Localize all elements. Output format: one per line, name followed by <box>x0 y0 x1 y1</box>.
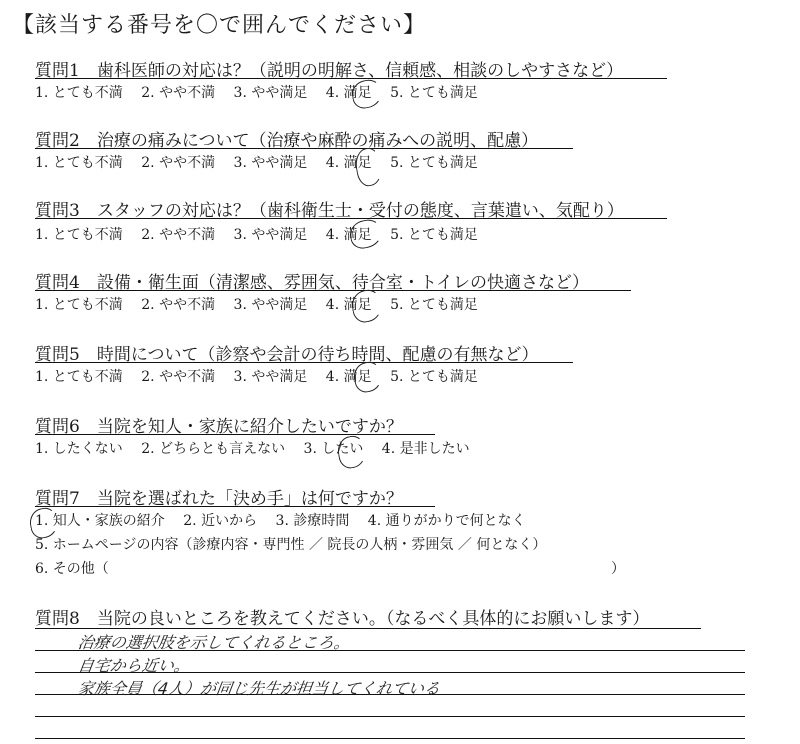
question-7-options-row-1 <box>35 510 540 530</box>
question-1-options <box>35 82 492 102</box>
q6-option-1[interactable]: 1. したくない <box>35 441 123 457</box>
q6-option-2[interactable]: 2. どちらとも言えない <box>141 441 286 457</box>
question-4-title: 質問4 設備・衛生面（清潔感、雰囲気、待合室・トイレの快適さなど） <box>35 273 589 293</box>
question-4-rule <box>35 290 631 291</box>
q3-option-5[interactable]: 5. とても満足 <box>390 227 478 243</box>
question-7-rule <box>35 506 435 507</box>
q5-option-5[interactable]: 5. とても満足 <box>390 369 478 385</box>
question-2-title: 質問2 治療の痛みについて（治療や麻酔の痛みへの説明、配慮） <box>35 131 539 151</box>
q7-option-4[interactable]: 4. 通りがかりで何となく <box>367 513 526 529</box>
question-4-options <box>35 294 492 314</box>
q5-option-4[interactable]: 4. 満足 <box>325 369 372 385</box>
question-5-title: 質問5 時間について（診察や会計の待ち時間、配慮の有無など） <box>35 345 539 365</box>
q7-option-2[interactable]: 2. 近いから <box>183 513 258 529</box>
q7-option-3[interactable]: 3. 診療時間 <box>275 513 350 529</box>
q7-option-5[interactable]: 5. ホームページの内容（診療内容・専門性 ／ 院長の人柄・雰囲気 ／ 何となく） <box>35 537 547 553</box>
question-5-options <box>35 366 492 386</box>
q3-option-3[interactable]: 3. やや満足 <box>233 227 308 243</box>
form-heading: 【該当する番号を〇で囲んでください】 <box>12 13 427 38</box>
q2-option-4[interactable]: 4. 満足 <box>325 155 372 171</box>
question-5-rule <box>35 362 573 363</box>
q5-option-1[interactable]: 1. とても不満 <box>35 369 123 385</box>
q4-option-1[interactable]: 1. とても不満 <box>35 297 123 313</box>
q5-option-3[interactable]: 3. やや満足 <box>233 369 308 385</box>
answer-line <box>35 738 745 739</box>
q7-other-label: 6. その他（ <box>35 561 109 577</box>
q2-option-1[interactable]: 1. とても不満 <box>35 155 123 171</box>
question-2-rule <box>35 148 573 149</box>
q3-circle-mark <box>348 217 384 250</box>
q1-option-4[interactable]: 4. 満足 <box>325 85 372 101</box>
question-2-options <box>35 152 492 172</box>
answer-line <box>35 628 701 629</box>
q8-handwritten-line-3: 家族全員（4人）が同じ先生が担当してくれている <box>76 679 442 698</box>
q2-option-3[interactable]: 3. やや満足 <box>233 155 308 171</box>
q3-option-2[interactable]: 2. やや不満 <box>141 227 216 243</box>
q8-handwritten-line-1: 治療の選択肢を示してくれるところ。 <box>76 633 352 652</box>
q6-option-3[interactable]: 3. したい <box>303 441 364 457</box>
q1-option-5[interactable]: 5. とても満足 <box>390 85 478 101</box>
question-7-title: 質問7 当院を選ばれた「決め手」は何ですか？ <box>35 489 403 509</box>
q6-option-4[interactable]: 4. 是非したい <box>381 441 470 457</box>
q4-option-5[interactable]: 5. とても満足 <box>390 297 478 313</box>
question-1-title: 質問1 歯科医師の対応は？（説明の明解さ、信頼感、相談のしやすさなど） <box>35 61 624 81</box>
question-6-title: 質問6 当院を知人・家族に紹介したいですか？ <box>35 417 403 437</box>
q3-option-4[interactable]: 4. 満足 <box>325 227 372 243</box>
q3-option-1[interactable]: 1. とても不満 <box>35 227 123 243</box>
q2-option-2[interactable]: 2. やや不満 <box>141 155 216 171</box>
q5-option-2[interactable]: 2. やや不満 <box>141 369 216 385</box>
q2-option-5[interactable]: 5. とても満足 <box>390 155 478 171</box>
question-6-rule <box>35 434 435 435</box>
question-3-rule <box>35 218 667 219</box>
question-3-title: 質問3 スタッフの対応は？（歯科衛生士・受付の態度、言葉遣い、気配り） <box>35 201 624 221</box>
q4-option-4[interactable]: 4. 満足 <box>325 297 372 313</box>
q7-option-6[interactable] <box>35 558 625 578</box>
q7-option-1[interactable]: 1. 知人・家族の紹介 <box>35 513 165 529</box>
q7-other-close: ） <box>611 561 625 577</box>
q4-option-3[interactable]: 3. やや満足 <box>233 297 308 313</box>
question-8-title: 質問8 当院の良いところを教えてください。（なるべく具体的にお願いします） <box>35 609 650 629</box>
q1-option-2[interactable]: 2. やや不満 <box>141 85 216 101</box>
q4-option-2[interactable]: 2. やや不満 <box>141 297 216 313</box>
question-1-rule <box>35 78 667 79</box>
q1-option-1[interactable]: 1. とても不満 <box>35 85 123 101</box>
q8-handwritten-line-2: 自宅から近い。 <box>76 656 192 675</box>
question-3-options <box>35 224 492 244</box>
question-6-options <box>35 438 484 458</box>
q1-option-3[interactable]: 3. やや満足 <box>233 85 308 101</box>
answer-line <box>35 716 745 717</box>
